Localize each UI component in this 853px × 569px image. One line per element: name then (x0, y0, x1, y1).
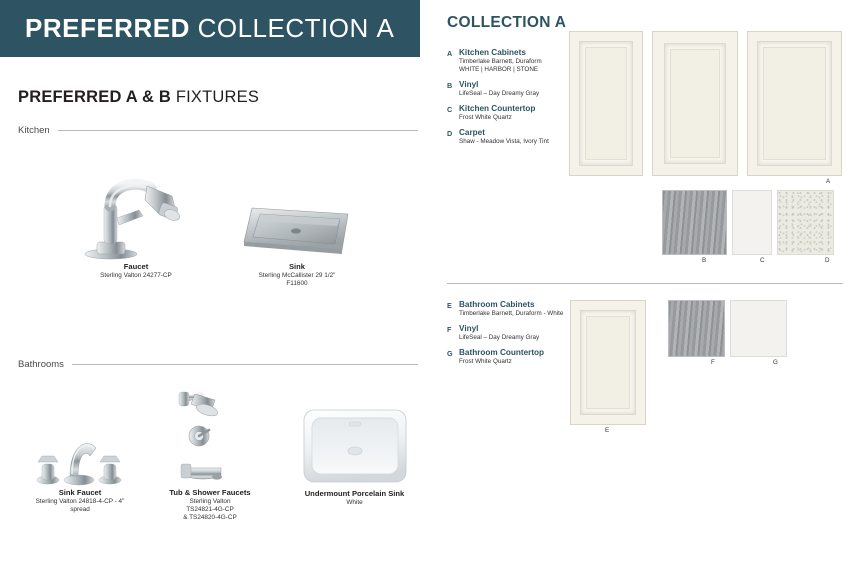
faucet-image (76, 172, 196, 262)
legend-sub-d1: Shaw - Meadow Vista, Ivory Tint (459, 138, 549, 145)
section-label-bathrooms: Bathrooms (18, 359, 64, 370)
header-banner (0, 0, 420, 57)
legend-letter-f: F (447, 325, 452, 334)
cabinet-door-sample-2 (652, 31, 738, 176)
banner-title-letter: A (376, 13, 396, 43)
legend-sub-c1: Frost White Quartz (459, 114, 512, 121)
legend-name-f: Vinyl (459, 324, 479, 333)
sink-faucet-image (10, 412, 150, 488)
section-divider-bathrooms (72, 364, 418, 365)
swatch-label-b: B (702, 257, 707, 264)
cabinet-door-center-1 (585, 47, 627, 160)
legend-name-b: Vinyl (459, 80, 479, 89)
cabinet-door-inner-2 (664, 43, 726, 164)
fixtures-panel (0, 57, 430, 569)
banner-title-light: COLLECTION (197, 13, 369, 43)
legend-body-f (459, 324, 539, 342)
legend-item-a (447, 48, 549, 74)
collection-panel (440, 0, 853, 569)
legend-name-c: Kitchen Countertop (459, 104, 536, 113)
legend-name-e: Bathroom Cabinets (459, 300, 535, 309)
faucet-caption-sub: Sterling Valton 24277-CP (100, 272, 172, 279)
page-title (18, 88, 259, 107)
swatch-label-f: F (711, 359, 715, 366)
legend-letter-g: G (447, 349, 453, 358)
legend-sub-a2: WHITE | HARBOR | STONE (459, 66, 539, 73)
section-header-bathrooms (18, 359, 418, 370)
faucet-caption-name: Faucet (123, 262, 149, 271)
swatch-label-a: A (826, 178, 831, 185)
page-title-bold: PREFERRED A & B (18, 88, 172, 106)
product-sink-faucet (10, 412, 150, 514)
sink-faucet-icon (30, 414, 130, 488)
section-label-kitchen: Kitchen (18, 125, 50, 136)
legend-item-g (447, 348, 563, 366)
product-faucet (76, 172, 196, 280)
legend-item-f (447, 324, 563, 342)
collection-title: COLLECTION A (447, 14, 567, 31)
sink-faucet-caption-sub1: Sterling Valton 24818-4-CP - 4" (35, 498, 125, 505)
swatch-label-e: E (605, 427, 610, 434)
legend-sub-a1: Timberlake Barnett, Duraform (459, 58, 542, 65)
tub-shower-caption-sub1: Sterling Valton (189, 498, 231, 505)
legend-letter-c: C (447, 105, 453, 114)
legend-letter-a: A (447, 49, 453, 58)
undermount-sink-icon (300, 404, 410, 489)
tub-shower-caption-sub2: TS24821-4G-CP (186, 506, 234, 513)
legend-body-b (459, 80, 539, 98)
undermount-sink-caption-sub1: White (346, 499, 363, 506)
sink-faucet-caption-sub2: spread (70, 506, 90, 513)
page-title-light: FIXTURES (175, 88, 260, 106)
legend-sub-f1: LifeSeal – Day Dreamy Gray (459, 334, 540, 341)
product-tub-shower-faucets (145, 382, 275, 522)
kitchen-sink-caption-name: Sink (288, 262, 306, 271)
countertop-swatch-g (730, 300, 787, 357)
legend-body-e (459, 300, 563, 318)
product-kitchen-sink (222, 192, 372, 288)
legend-body-c (459, 104, 535, 122)
legend-letter-d: D (447, 129, 453, 138)
section-divider-right (447, 283, 843, 284)
tub-shower-image (145, 382, 275, 488)
tub-shower-icon (155, 384, 265, 488)
legend-name-g: Bathroom Countertop (459, 348, 545, 357)
legend-letter-e: E (447, 301, 452, 310)
banner-title-bold: PREFERRED (25, 13, 190, 43)
cabinet-door-center-2 (670, 49, 720, 158)
legend-letter-b: B (447, 81, 453, 90)
swatch-label-g: G (773, 359, 778, 366)
undermount-sink-caption-name: Undermount Porcelain Sink (304, 489, 405, 498)
carpet-swatch-d (777, 190, 834, 255)
legend-sub-b1: LifeSeal – Day Dreamy Gray (459, 90, 540, 97)
cabinet-door-inner-1 (579, 41, 633, 166)
tub-shower-caption-name: Tub & Shower Faucets (169, 488, 251, 497)
legend-name-d: Carpet (459, 128, 485, 137)
cabinet-door-center-3 (763, 47, 826, 160)
section-header-kitchen (18, 125, 418, 136)
legend-item-d (447, 128, 549, 146)
swatch-label-d: D (825, 257, 830, 264)
legend-item-c (447, 104, 549, 122)
legend-sub-e1: Timberlake Barnett, Duraform - White (459, 310, 564, 317)
bathroom-door-inner-e (580, 310, 636, 415)
legend-item-e (447, 300, 563, 318)
legend-name-a: Kitchen Cabinets (459, 48, 526, 57)
undermount-sink-image (272, 402, 437, 489)
vinyl-swatch-f (668, 300, 725, 357)
bathroom-door-sample-e (570, 300, 646, 425)
product-undermount-sink (272, 402, 437, 507)
legend-bottom (447, 300, 563, 372)
faucet-icon (77, 174, 195, 262)
vinyl-swatch-b (662, 190, 727, 255)
kitchen-sink-icon (236, 200, 358, 262)
kitchen-sink-caption-sub1: Sterling McCallister 29 1/2" (258, 272, 336, 279)
legend-body-d (459, 128, 549, 146)
tub-shower-caption-sub3: & TS24820-4G-CP (183, 514, 237, 521)
bathroom-door-center-e (586, 316, 630, 409)
cabinet-door-inner-3 (757, 41, 832, 166)
cabinet-door-sample-1 (569, 31, 643, 176)
sink-faucet-caption-name: Sink Faucet (58, 488, 102, 497)
legend-top (447, 48, 549, 152)
banner-title (25, 13, 396, 44)
legend-sub-g1: Frost White Quartz (459, 358, 512, 365)
kitchen-sink-caption-sub2: F11600 (286, 280, 308, 287)
section-divider-kitchen (58, 130, 418, 131)
cabinet-door-sample-3 (747, 31, 842, 176)
legend-body-g (459, 348, 544, 366)
kitchen-sink-image (222, 192, 372, 262)
swatch-label-c: C (760, 257, 765, 264)
countertop-swatch-c (732, 190, 772, 255)
legend-item-b (447, 80, 549, 98)
legend-body-a (459, 48, 542, 74)
